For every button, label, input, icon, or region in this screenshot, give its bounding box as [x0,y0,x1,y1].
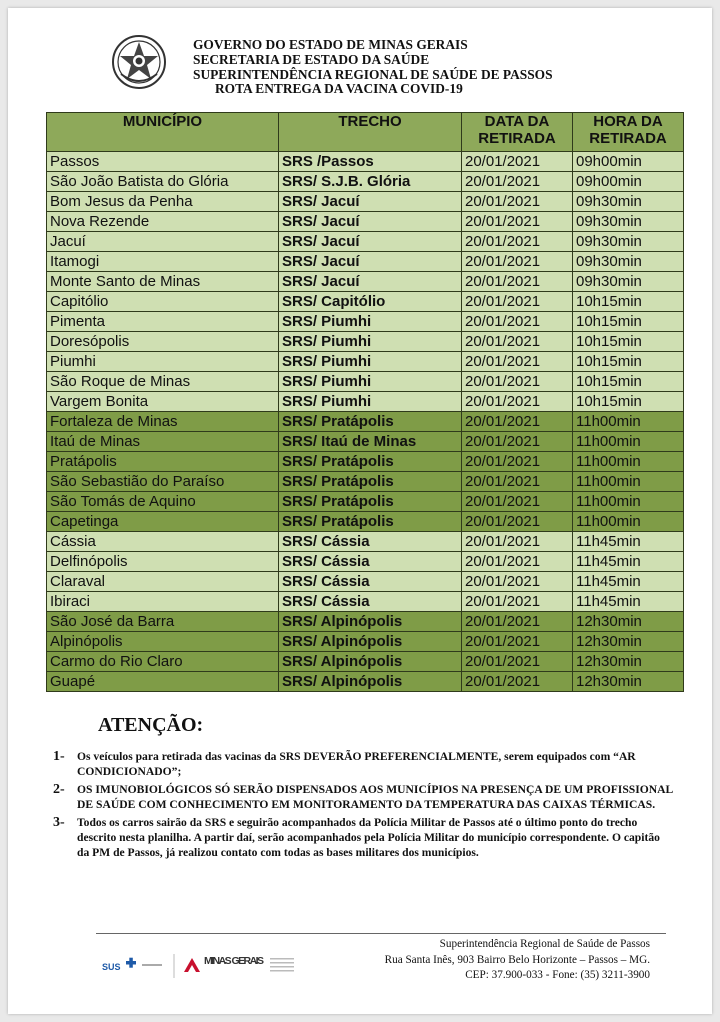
cell-hora: 10h15min [573,292,684,312]
cell-municipio: Pratápolis [47,452,279,472]
cell-trecho: SRS/ Pratápolis [279,412,462,432]
cell-trecho: SRS/ Jacuí [279,252,462,272]
cell-hora: 10h15min [573,372,684,392]
cell-trecho: SRS/ Jacuí [279,272,462,292]
sus-minas-gerais-logo-icon [102,948,302,984]
note-number: 3- [53,815,65,831]
cell-municipio: Itamogi [47,252,279,272]
table-row [47,632,684,652]
cell-hora: 11h00min [573,512,684,532]
cell-municipio: Capetinga [47,512,279,532]
cell-municipio: Monte Santo de Minas [47,272,279,292]
cell-municipio: Cássia [47,532,279,552]
cell-municipio: Fortaleza de Minas [47,412,279,432]
cell-trecho: SRS/ Pratápolis [279,492,462,512]
cell-data: 20/01/2021 [462,372,573,392]
cell-municipio: Carmo do Rio Claro [47,652,279,672]
table-row [47,412,684,432]
cell-municipio: Vargem Bonita [47,392,279,412]
cell-hora: 09h00min [573,152,684,172]
table-row [47,232,684,252]
note-text: Os veículos para retirada das vacinas da SRS DEVERÃO PREFERENCIALMENTE, serem equipados com “AR CONDICIONADO”; [77,750,636,778]
table-row [47,212,684,232]
cell-trecho: SRS/ Alpinópolis [279,632,462,652]
cell-data: 20/01/2021 [462,452,573,472]
cell-data: 20/01/2021 [462,492,573,512]
attention-title: ATENÇÃO: [98,714,204,736]
footer-logos [102,948,302,984]
table-row [47,432,684,452]
table-row [47,372,684,392]
note-text: OS IMUNOBIOLÓGICOS SÓ SERÃO DISPENSADOS AOS MUNICÍPIOS NA PRESENÇA DE UM PROFISSIONAL DE SAÚDE COM CONHECIMENTO EM MONITORAMENTO DA TEMPERATURA DAS CAIXAS TÉRMICAS. [77,783,673,811]
cell-hora: 11h45min [573,552,684,572]
cell-data: 20/01/2021 [462,312,573,332]
cell-municipio: Bom Jesus da Penha [47,192,279,212]
footer-contact: CEP: 37.900-033 - Fone: (35) 3211-3900 [465,969,650,981]
cell-municipio: Jacuí [47,232,279,252]
cell-trecho: SRS/ Capitólio [279,292,462,312]
table-row [47,172,684,192]
table-row [47,152,684,172]
cell-hora: 10h15min [573,392,684,412]
cell-municipio: Nova Rezende [47,212,279,232]
cell-municipio: São Tomás de Aquino [47,492,279,512]
column-header-municipio: MUNICÍPIO [47,113,279,152]
cell-trecho: SRS/ Piumhi [279,332,462,352]
column-header-trecho: TRECHO [279,113,462,152]
header-secretariat: SECRETARIA DE ESTADO DA SAÚDE [193,51,430,67]
cell-hora: 09h30min [573,272,684,292]
cell-municipio: Pimenta [47,312,279,332]
cell-trecho: SRS/ Pratápolis [279,472,462,492]
cell-hora: 11h00min [573,412,684,432]
cell-data: 20/01/2021 [462,172,573,192]
table-row [47,252,684,272]
cell-municipio: Ibiraci [47,592,279,612]
cell-hora: 10h15min [573,352,684,372]
table-header-row [47,113,684,152]
cell-data: 20/01/2021 [462,532,573,552]
cell-trecho: SRS/ Jacuí [279,192,462,212]
cell-trecho: SRS/ Alpinópolis [279,672,462,692]
cell-municipio: Alpinópolis [47,632,279,652]
cell-municipio: Guapé [47,672,279,692]
table-row [47,552,684,572]
cell-data: 20/01/2021 [462,352,573,372]
cell-data: 20/01/2021 [462,512,573,532]
table-row [47,612,684,632]
note-number: 1- [53,749,65,764]
cell-data: 20/01/2021 [462,632,573,652]
cell-hora: 11h00min [573,432,684,452]
cell-trecho: SRS/ Pratápolis [279,452,462,472]
cell-hora: 10h15min [573,312,684,332]
cell-data: 20/01/2021 [462,432,573,452]
cell-data: 20/01/2021 [462,572,573,592]
cell-hora: 12h30min [573,652,684,672]
cell-trecho: SRS/ Itaú de Minas [279,432,462,452]
cell-trecho: SRS/ S.J.B. Glória [279,172,462,192]
table-row [47,472,684,492]
cell-trecho: SRS/ Jacuí [279,232,462,252]
cell-data: 20/01/2021 [462,232,573,252]
header-route-title: ROTA ENTREGA DA VACINA COVID-19 [215,81,463,97]
column-header-hora: HORA DA RETIRADA [573,113,684,152]
table-row [47,392,684,412]
cell-trecho: SRS /Passos [279,152,462,172]
cell-trecho: SRS/ Jacuí [279,212,462,232]
cell-municipio: Piumhi [47,352,279,372]
table-row [47,492,684,512]
cell-trecho: SRS/ Cássia [279,532,462,552]
cell-hora: 09h30min [573,232,684,252]
coat-of-arms-seal-icon [111,34,167,90]
cell-municipio: Claraval [47,572,279,592]
cell-hora: 11h45min [573,592,684,612]
cell-trecho: SRS/ Alpinópolis [279,652,462,672]
cell-municipio: Itaú de Minas [47,432,279,452]
cell-trecho: SRS/ Pratápolis [279,512,462,532]
cell-municipio: Doresópolis [47,332,279,352]
cell-hora: 11h45min [573,572,684,592]
cell-trecho: SRS/ Piumhi [279,312,462,332]
cell-trecho: SRS/ Piumhi [279,372,462,392]
cell-municipio: Passos [47,152,279,172]
cell-data: 20/01/2021 [462,592,573,612]
table-row [47,652,684,672]
table-row [47,572,684,592]
cell-data: 20/01/2021 [462,392,573,412]
cell-trecho: SRS/ Cássia [279,592,462,612]
sus-logo-text: SUS [102,962,121,972]
attention-note [53,750,673,779]
table-row [47,272,684,292]
cell-hora: 11h00min [573,492,684,512]
cell-trecho: SRS/ Cássia [279,552,462,572]
header-government: GOVERNO DO ESTADO DE MINAS GERAIS [193,37,468,52]
table-row [47,532,684,552]
cell-data: 20/01/2021 [462,192,573,212]
cell-trecho: SRS/ Piumhi [279,352,462,372]
note-number: 2- [53,782,65,798]
cell-hora: 12h30min [573,632,684,652]
cell-hora: 11h00min [573,452,684,472]
cell-trecho: SRS/ Alpinópolis [279,612,462,632]
cell-municipio: Capitólio [47,292,279,312]
cell-hora: 11h45min [573,532,684,552]
footer-org-name: Superintendência Regional de Saúde de Passos [439,938,650,950]
cell-data: 20/01/2021 [462,612,573,632]
column-header-data: DATA DA RETIRADA [462,113,573,152]
table-row [47,672,684,692]
footer-address-block [385,937,650,984]
cell-municipio: São João Batista do Glória [47,172,279,192]
cell-trecho: SRS/ Cássia [279,572,462,592]
cell-hora: 09h30min [573,212,684,232]
cell-municipio: São José da Barra [47,612,279,632]
note-text: Todos os carros sairão da SRS e seguirão acompanhados da Polícia Militar de Passos até o último ponto do trecho descrito nesta planilha. A partir daí, serão acompanhados pela Polícia Militar do município correspondente. O capitão da PM de Passos, já realizou contato com todas as bases militares dos municípios. [77,816,660,859]
document-page [8,8,712,1014]
table-row [47,292,684,312]
cell-data: 20/01/2021 [462,552,573,572]
cell-hora: 12h30min [573,672,684,692]
cell-data: 20/01/2021 [462,252,573,272]
cell-data: 20/01/2021 [462,292,573,312]
cell-hora: 09h00min [573,172,684,192]
cell-data: 20/01/2021 [462,472,573,492]
cell-municipio: São Roque de Minas [47,372,279,392]
cell-data: 20/01/2021 [462,272,573,292]
cell-hora: 12h30min [573,612,684,632]
table-row [47,332,684,352]
footer-address: Rua Santa Inês, 903 Bairro Belo Horizonte – Passos – MG. [384,953,650,966]
table-row [47,452,684,472]
cell-trecho: SRS/ Piumhi [279,392,462,412]
cell-hora: 09h30min [573,252,684,272]
table-row [47,312,684,332]
table-row [47,192,684,212]
document-header [193,38,553,97]
table-row [47,592,684,612]
cell-data: 20/01/2021 [462,332,573,352]
cell-municipio: Delfinópolis [47,552,279,572]
table-row [47,512,684,532]
vaccine-route-table [46,112,684,692]
table-row [47,352,684,372]
attention-note [53,816,673,860]
cell-hora: 11h00min [573,472,684,492]
table-body [47,152,684,692]
cell-data: 20/01/2021 [462,152,573,172]
cell-data: 20/01/2021 [462,652,573,672]
cell-data: 20/01/2021 [462,212,573,232]
header-superintendence: SUPERINTENDÊNCIA REGIONAL DE SAÚDE DE PASSOS [193,66,553,82]
footer-divider [96,933,666,934]
cell-municipio: São Sebastião do Paraíso [47,472,279,492]
cell-hora: 10h15min [573,332,684,352]
cell-data: 20/01/2021 [462,672,573,692]
attention-note [53,783,673,812]
cell-hora: 09h30min [573,192,684,212]
cell-data: 20/01/2021 [462,412,573,432]
minas-gerais-logo-text: MINAS GERAIS [204,955,264,967]
attention-notes [53,750,673,864]
